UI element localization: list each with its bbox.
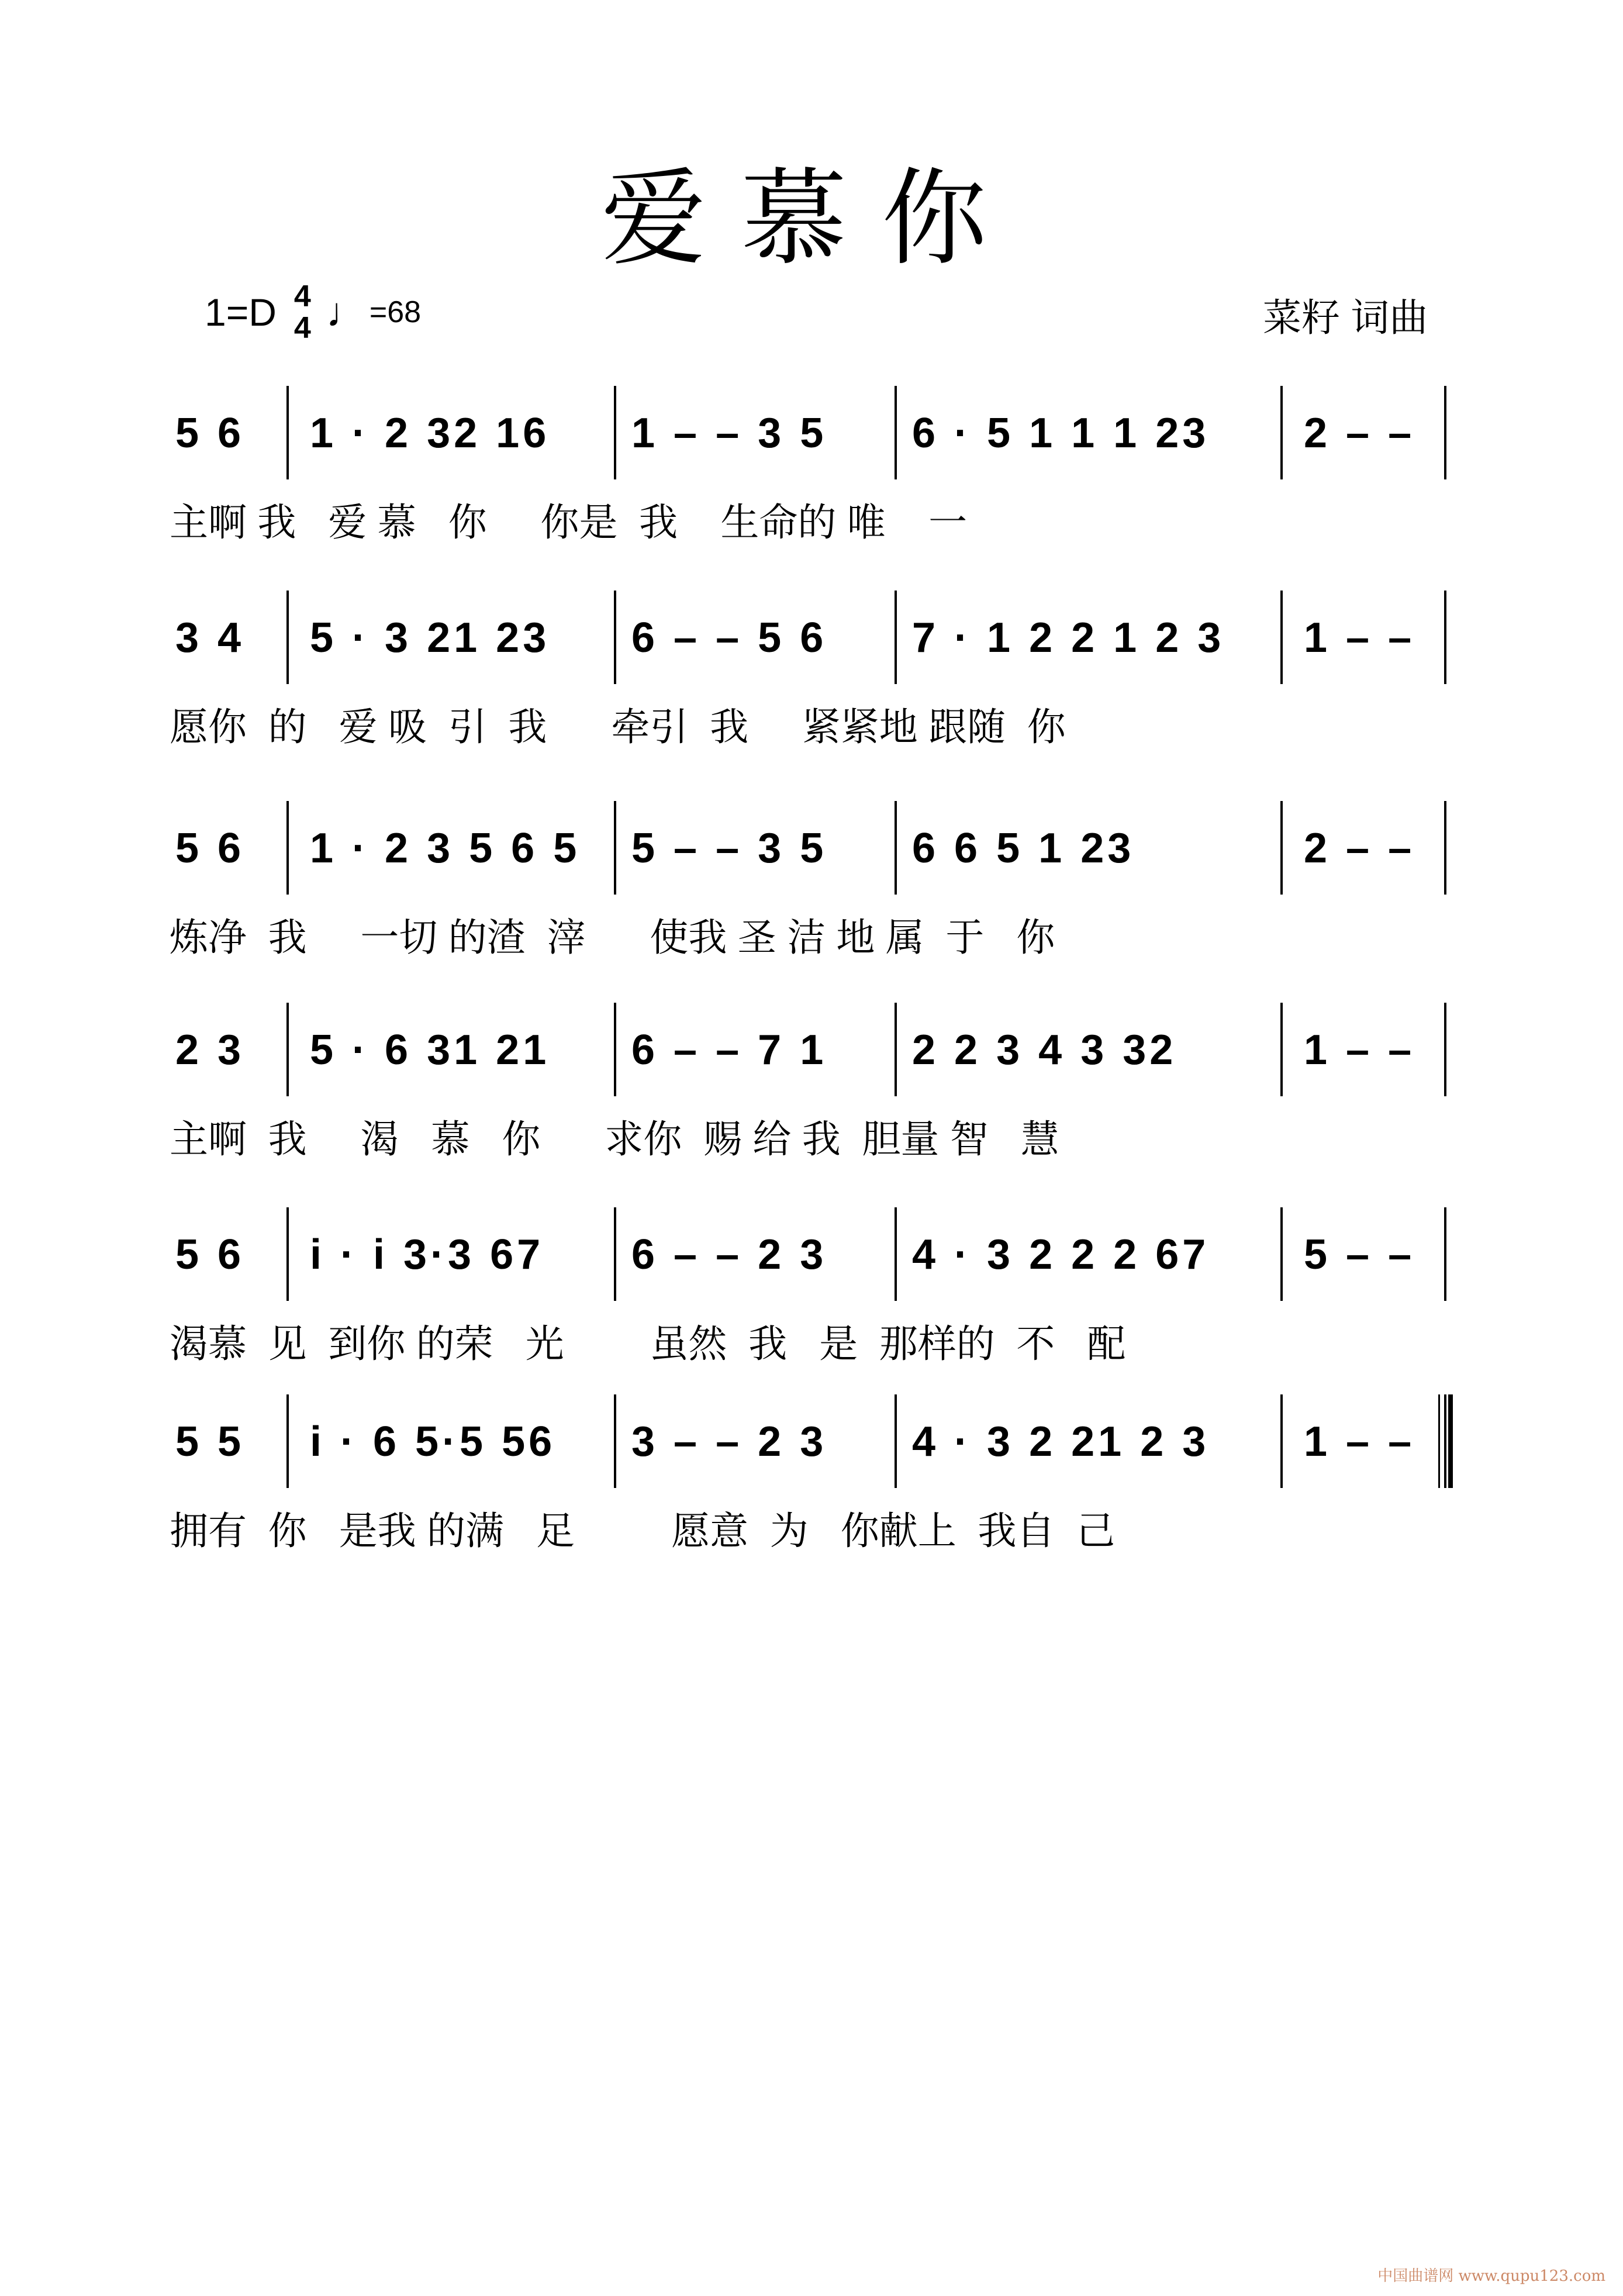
measure: 2 3 bbox=[175, 1027, 245, 1073]
bar-line bbox=[895, 1207, 897, 1301]
bar-line bbox=[286, 386, 289, 479]
bar-line bbox=[1280, 591, 1283, 684]
tempo-value: =68 bbox=[369, 295, 422, 329]
bar-line bbox=[286, 1003, 289, 1096]
watermark: 中国曲谱网 www.qupu123.com bbox=[1377, 2267, 1605, 2285]
bar-line bbox=[895, 801, 897, 895]
bar-line bbox=[895, 1003, 897, 1096]
measure: 4 · 3 2 21 2 3 bbox=[912, 1418, 1210, 1465]
bar-line bbox=[614, 386, 616, 479]
bar-line bbox=[1444, 386, 1446, 479]
bar-line bbox=[1280, 386, 1283, 479]
bar-line bbox=[1280, 1394, 1283, 1488]
measure: 6 – – 2 3 bbox=[631, 1231, 827, 1278]
measure: 5 6 bbox=[175, 1231, 245, 1278]
measure: 5 – – bbox=[1304, 1231, 1415, 1278]
song-title: 爱慕你 bbox=[600, 158, 1022, 280]
bar-line bbox=[895, 386, 897, 479]
measure: 1 – – bbox=[1304, 1418, 1415, 1465]
lyrics-line: 炼净 我 一切 的渣 滓 使我 圣 洁 地 属 于 你 bbox=[170, 916, 1055, 959]
lyrics-line: 主啊 我 爱 慕 你 你是 我 生命的 唯 一 bbox=[170, 500, 968, 544]
lyrics-line: 渴慕 见 到你 的荣 光 虽然 我 是 那样的 不 配 bbox=[170, 1322, 1126, 1365]
bar-line bbox=[286, 1207, 289, 1301]
measure: 2 2 3 4 3 32 bbox=[912, 1027, 1177, 1073]
bar-line bbox=[1444, 1003, 1446, 1096]
measure: 4 · 3 2 2 2 67 bbox=[912, 1231, 1210, 1278]
time-bottom: 4 bbox=[293, 311, 311, 345]
bar-line bbox=[286, 801, 289, 895]
measure: 7 · 1 2 2 1 2 3 bbox=[912, 614, 1225, 661]
measure: 6 · 5 1 1 1 23 bbox=[912, 410, 1210, 457]
bar-line bbox=[1444, 1207, 1446, 1301]
measure: 6 – – 5 6 bbox=[631, 614, 827, 661]
measure: 5 · 6 31 21 bbox=[310, 1027, 550, 1073]
final-barline bbox=[1438, 1394, 1453, 1488]
bar-line bbox=[614, 1207, 616, 1301]
author-credit: 菜籽 词曲 bbox=[1263, 296, 1428, 339]
measure: 1 · 2 32 16 bbox=[310, 410, 550, 457]
bar-line bbox=[614, 1003, 616, 1096]
measure: 5 5 bbox=[175, 1418, 245, 1465]
measure: 2 – – bbox=[1304, 825, 1415, 872]
bar-line bbox=[895, 591, 897, 684]
measure: 3 4 bbox=[175, 614, 245, 661]
measure: i · i 3·3 67 bbox=[310, 1231, 544, 1278]
measure: 6 – – 7 1 bbox=[631, 1027, 827, 1073]
measure: 1 · 2 3 5 6 5 bbox=[310, 825, 581, 872]
measure: 1 – – 3 5 bbox=[631, 410, 827, 457]
bar-line bbox=[1444, 801, 1446, 895]
measure: 3 – – 2 3 bbox=[631, 1418, 827, 1465]
bar-line bbox=[895, 1394, 897, 1488]
measure: 5 6 bbox=[175, 410, 245, 457]
bar-line bbox=[614, 801, 616, 895]
measure: 1 – – bbox=[1304, 1027, 1415, 1073]
measure: 2 – – bbox=[1304, 410, 1415, 457]
time-top: 4 bbox=[293, 279, 311, 313]
bar-line bbox=[1444, 591, 1446, 684]
bar-line bbox=[614, 591, 616, 684]
lyrics-line: 愿你 的 爱 吸 引 我 牵引 我 紧紧地 跟随 你 bbox=[170, 705, 1066, 748]
lyrics-line: 拥有 你 是我 的满 足 愿意 为 你献上 我自 己 bbox=[170, 1509, 1116, 1552]
lyrics-line: 主啊 我 渴 慕 你 求你 赐 给 我 胆量 智 慧 bbox=[170, 1117, 1059, 1161]
measure: 5 – – 3 5 bbox=[631, 825, 827, 872]
measure: i · 6 5·5 56 bbox=[310, 1418, 556, 1465]
bar-line bbox=[614, 1394, 616, 1488]
bar-line bbox=[286, 1394, 289, 1488]
bar-line bbox=[1280, 1003, 1283, 1096]
bar-line bbox=[286, 591, 289, 684]
measure: 6 6 5 1 23 bbox=[912, 825, 1135, 872]
measure: 5 · 3 21 23 bbox=[310, 614, 550, 661]
bar-line bbox=[1280, 801, 1283, 895]
key-tonic: 1=D bbox=[205, 291, 277, 334]
bar-line bbox=[1280, 1207, 1283, 1301]
quarter-note-icon: ♩ bbox=[326, 289, 367, 335]
measure: 1 – – bbox=[1304, 614, 1415, 661]
measure: 5 6 bbox=[175, 825, 245, 872]
